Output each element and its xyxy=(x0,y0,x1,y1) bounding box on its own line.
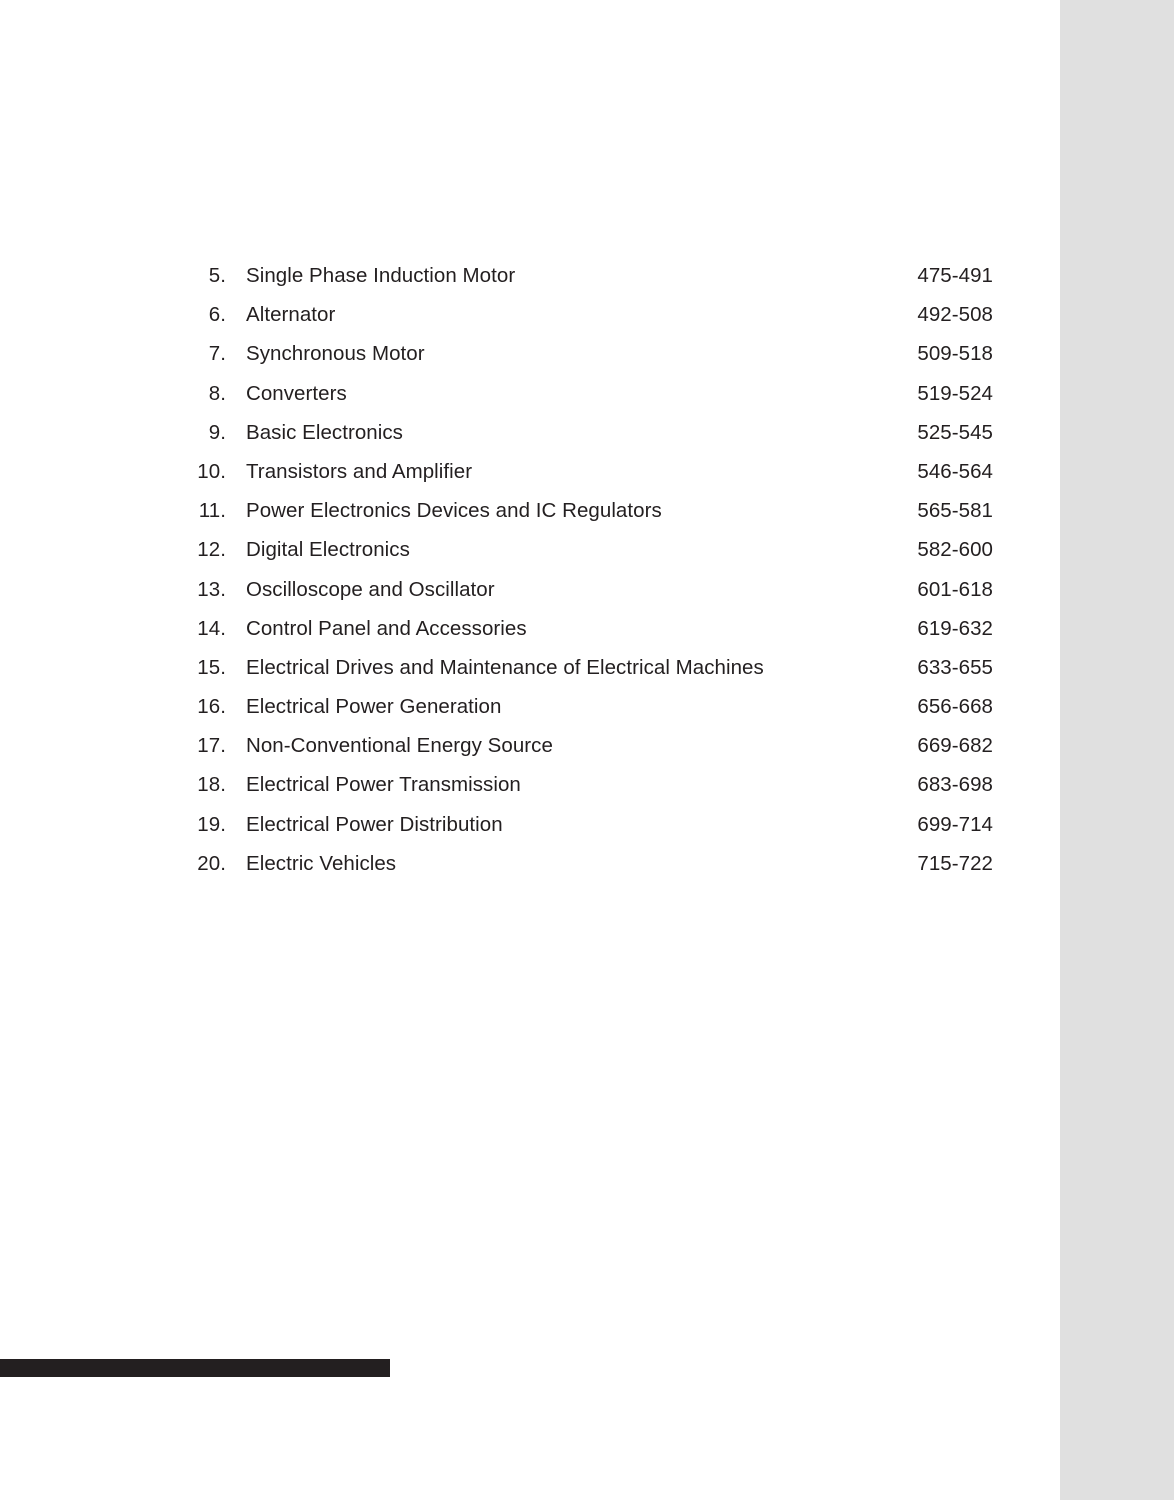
page-right-margin xyxy=(1060,0,1174,1500)
toc-entry-title: Control Panel and Accessories xyxy=(246,616,527,640)
toc-entry-title: Electrical Drives and Maintenance of Electrical Machines xyxy=(246,655,764,679)
toc-entry[interactable] xyxy=(178,773,993,812)
toc-entry-number: 20. xyxy=(197,851,226,875)
toc-entry-pages: 715-722 xyxy=(917,851,993,875)
toc-entry-title: Non-Conventional Energy Source xyxy=(246,734,553,758)
toc-entry-number: 7. xyxy=(208,342,226,366)
toc-entry[interactable] xyxy=(178,382,993,421)
toc-entry[interactable] xyxy=(178,460,993,499)
toc-entry[interactable] xyxy=(178,264,993,303)
toc-entry[interactable] xyxy=(178,499,993,538)
toc-entry-number: 14. xyxy=(197,616,226,640)
toc-entry-number: 8. xyxy=(208,381,226,405)
toc-entry-pages: 633-655 xyxy=(917,655,993,679)
toc-entry-number: 12. xyxy=(197,538,226,562)
toc-entry-pages: 525-545 xyxy=(917,420,993,444)
toc-entry-pages: 565-581 xyxy=(917,499,993,523)
toc-entry-title: Single Phase Induction Motor xyxy=(246,264,516,287)
toc-entry-number: 13. xyxy=(197,577,226,601)
toc-entry[interactable] xyxy=(178,695,993,734)
toc-entry-pages: 519-524 xyxy=(917,381,993,405)
toc-entry[interactable] xyxy=(178,734,993,773)
toc-entry-number: 6. xyxy=(208,303,226,327)
toc-entry[interactable] xyxy=(178,578,993,617)
toc-entry-title: Transistors and Amplifier xyxy=(246,459,473,483)
toc-entry-title: Electric Vehicles xyxy=(246,851,397,875)
toc-entry-title: Electrical Power Transmission xyxy=(246,773,521,797)
toc-entry-pages: 699-714 xyxy=(917,812,993,836)
toc-entry-number: 9. xyxy=(208,420,226,444)
toc-entry-number: 16. xyxy=(197,695,226,719)
toc-entry-number: 10. xyxy=(197,459,226,483)
toc-entry-title: Alternator xyxy=(246,303,336,327)
toc-entry[interactable] xyxy=(178,656,993,695)
toc-entry-number: 15. xyxy=(197,655,226,679)
toc-entry-number: 19. xyxy=(197,812,226,836)
toc-entry-number: 11. xyxy=(198,499,226,523)
toc-entry-title: Basic Electronics xyxy=(246,420,403,444)
toc-entry-pages: 601-618 xyxy=(917,577,993,601)
toc-entry[interactable] xyxy=(178,617,993,656)
toc-entry-pages: 619-632 xyxy=(917,616,993,640)
toc-entry-title: Digital Electronics xyxy=(246,538,410,562)
toc-entry[interactable] xyxy=(178,303,993,342)
toc-entry-pages: 475-491 xyxy=(917,264,993,287)
toc-entry-pages: 683-698 xyxy=(917,773,993,797)
toc-entry-pages: 546-564 xyxy=(917,459,993,483)
toc-entry-title: Converters xyxy=(246,381,347,405)
toc-entry-pages: 669-682 xyxy=(917,734,993,758)
toc-entry-pages: 656-668 xyxy=(917,695,993,719)
toc-entry-title: Oscilloscope and Oscillator xyxy=(246,577,495,601)
table-of-contents xyxy=(178,264,993,891)
toc-entry[interactable] xyxy=(178,342,993,381)
toc-entry-title: Power Electronics Devices and IC Regulators xyxy=(246,499,662,523)
toc-entry-number: 17. xyxy=(197,734,226,758)
toc-entry-pages: 509-518 xyxy=(917,342,993,366)
toc-entry[interactable] xyxy=(178,538,993,577)
toc-entry-title: Electrical Power Distribution xyxy=(246,812,503,836)
toc-entry-title: Synchronous Motor xyxy=(246,342,425,366)
toc-entry-number: 18. xyxy=(197,773,226,797)
toc-entry[interactable] xyxy=(178,852,993,891)
toc-entry-number: 5. xyxy=(208,264,226,287)
toc-entry-pages: 492-508 xyxy=(917,303,993,327)
toc-entry[interactable] xyxy=(178,421,993,460)
toc-entry-title: Electrical Power Generation xyxy=(246,695,502,719)
footer-accent-bar xyxy=(0,1359,390,1377)
toc-entry-pages: 582-600 xyxy=(917,538,993,562)
toc-entry[interactable] xyxy=(178,813,993,852)
